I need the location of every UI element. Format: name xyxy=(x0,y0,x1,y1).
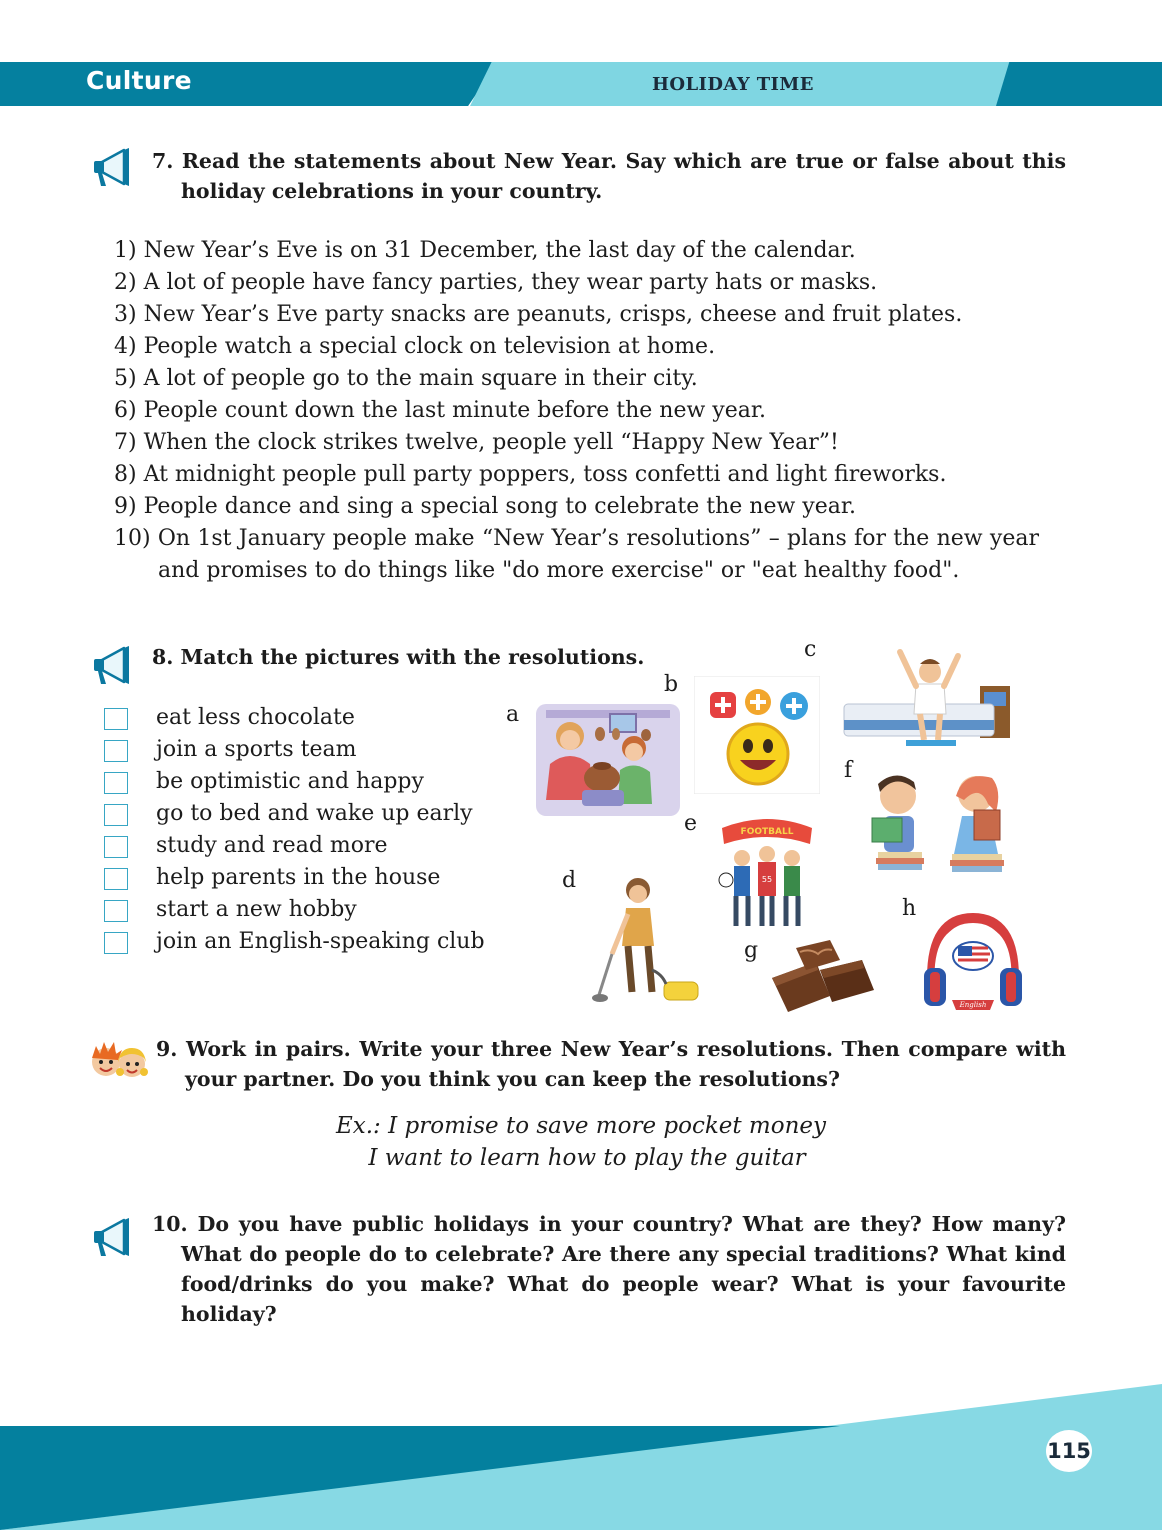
match-checkbox[interactable] xyxy=(104,932,128,954)
picture-letter-h: h xyxy=(902,896,917,921)
topic-title: HOLIDAY TIME xyxy=(652,74,814,95)
picture-letter-d: d xyxy=(562,868,577,893)
resolution-label: study and read more xyxy=(156,833,388,858)
match-checkbox[interactable] xyxy=(104,900,128,922)
task-10-number: 10. xyxy=(152,1212,188,1236)
pair-work-kids-icon xyxy=(86,1036,152,1086)
megaphone-icon xyxy=(88,642,136,690)
picture-letter-a: a xyxy=(506,702,520,727)
task-9-text: Work in pairs. Write your three New Year’s resolutions. Then compare with your partner. Do you think you can keep the resolutions? xyxy=(185,1037,1066,1091)
resolution-label: start a new hobby xyxy=(156,897,357,922)
list-item xyxy=(104,926,534,958)
pottery-hobby-picture xyxy=(536,704,680,816)
statement-8: 8) At midnight people pull party poppers, toss confetti and light fireworks. xyxy=(114,462,947,487)
task-8-instruction xyxy=(152,642,672,672)
statement-9: 9) People dance and sing a special song to celebrate the new year. xyxy=(114,494,856,519)
picture-letter-e: e xyxy=(684,811,698,836)
list-item xyxy=(104,766,534,798)
task-9-instruction xyxy=(156,1034,1066,1094)
statement-10: 10) On 1st January people make “New Year’s resolutions” – plans for the new year and promises to do things like "do more exercise" or "eat healthy food". xyxy=(114,526,1039,583)
optimistic-emoji-picture xyxy=(694,676,820,794)
task-10-instruction xyxy=(152,1209,1066,1329)
sports-team-picture xyxy=(718,814,816,930)
resolution-label: go to bed and wake up early xyxy=(156,801,473,826)
task-8-text: Match the pictures with the resolutions. xyxy=(180,645,645,669)
picture-letter-b: b xyxy=(664,672,679,697)
chocolate-picture xyxy=(766,940,880,1024)
wake-up-early-picture xyxy=(840,640,1020,748)
megaphone-icon xyxy=(88,144,136,192)
task-7-number: 7. xyxy=(152,149,174,173)
resolution-label: eat less chocolate xyxy=(156,705,355,730)
list-item xyxy=(104,862,534,894)
list-item xyxy=(104,830,534,862)
task-7-instruction xyxy=(152,146,1066,206)
picture-letter-g: g xyxy=(744,938,759,963)
statement-list xyxy=(114,235,1039,587)
list-item xyxy=(104,702,534,734)
match-checkbox[interactable] xyxy=(104,772,128,794)
statement-1: 1) New Year’s Eve is on 31 December, the last day of the calendar. xyxy=(114,238,856,263)
header-band-left xyxy=(0,62,498,106)
headphones-banner-text: English xyxy=(959,1001,987,1009)
help-parents-picture xyxy=(592,874,704,1006)
statement-5: 5) A lot of people go to the main square in their city. xyxy=(114,366,698,391)
english-club-headphones-picture xyxy=(918,910,1028,1020)
page-number: 115 xyxy=(1046,1430,1092,1472)
resolution-label: help parents in the house xyxy=(156,865,441,890)
resolution-list xyxy=(104,702,534,958)
header-band-right xyxy=(996,62,1162,106)
resolution-label: join a sports team xyxy=(156,737,357,762)
match-checkbox[interactable] xyxy=(104,804,128,826)
match-checkbox[interactable] xyxy=(104,836,128,858)
statement-2: 2) A lot of people have fancy parties, they wear party hats or masks. xyxy=(114,270,878,295)
statement-4: 4) People watch a special clock on television at home. xyxy=(114,334,716,359)
list-item xyxy=(104,894,534,926)
match-checkbox[interactable] xyxy=(104,708,128,730)
picture-letter-f: f xyxy=(844,758,853,783)
statement-7: 7) When the clock strikes twelve, people yell “Happy New Year”! xyxy=(114,430,839,455)
statement-6: 6) People count down the last minute before the new year. xyxy=(114,398,766,423)
resolution-label: join an English-speaking club xyxy=(156,929,485,954)
picture-letter-c: c xyxy=(804,637,817,662)
example-line-2: I want to learn how to play the guitar xyxy=(368,1145,806,1171)
list-item xyxy=(104,734,534,766)
section-title: Culture xyxy=(86,66,192,95)
example-line-1: Ex.: I promise to save more pocket money xyxy=(335,1113,827,1139)
study-read-picture xyxy=(856,770,1026,882)
football-banner-text: FOOTBALL xyxy=(740,827,794,837)
match-checkbox[interactable] xyxy=(104,868,128,890)
task-7-text: Read the statements about New Year. Say which are true or false about this holiday celebrations in your country. xyxy=(181,149,1066,203)
task-10-text: Do you have public holidays in your country? What are they? How many? What do people do to celebrate? Are there any special traditions? What kind food/drinks do you make? What do people wear? What is your favourite holiday? xyxy=(181,1212,1067,1326)
match-checkbox[interactable] xyxy=(104,740,128,762)
task-9-number: 9. xyxy=(156,1037,178,1061)
resolution-label: be optimistic and happy xyxy=(156,769,424,794)
task-8-number: 8. xyxy=(152,645,174,669)
jersey-number: 55 xyxy=(761,875,773,884)
statement-3: 3) New Year’s Eve party snacks are peanuts, crisps, cheese and fruit plates. xyxy=(114,302,963,327)
megaphone-icon xyxy=(88,1214,136,1262)
list-item xyxy=(104,798,534,830)
